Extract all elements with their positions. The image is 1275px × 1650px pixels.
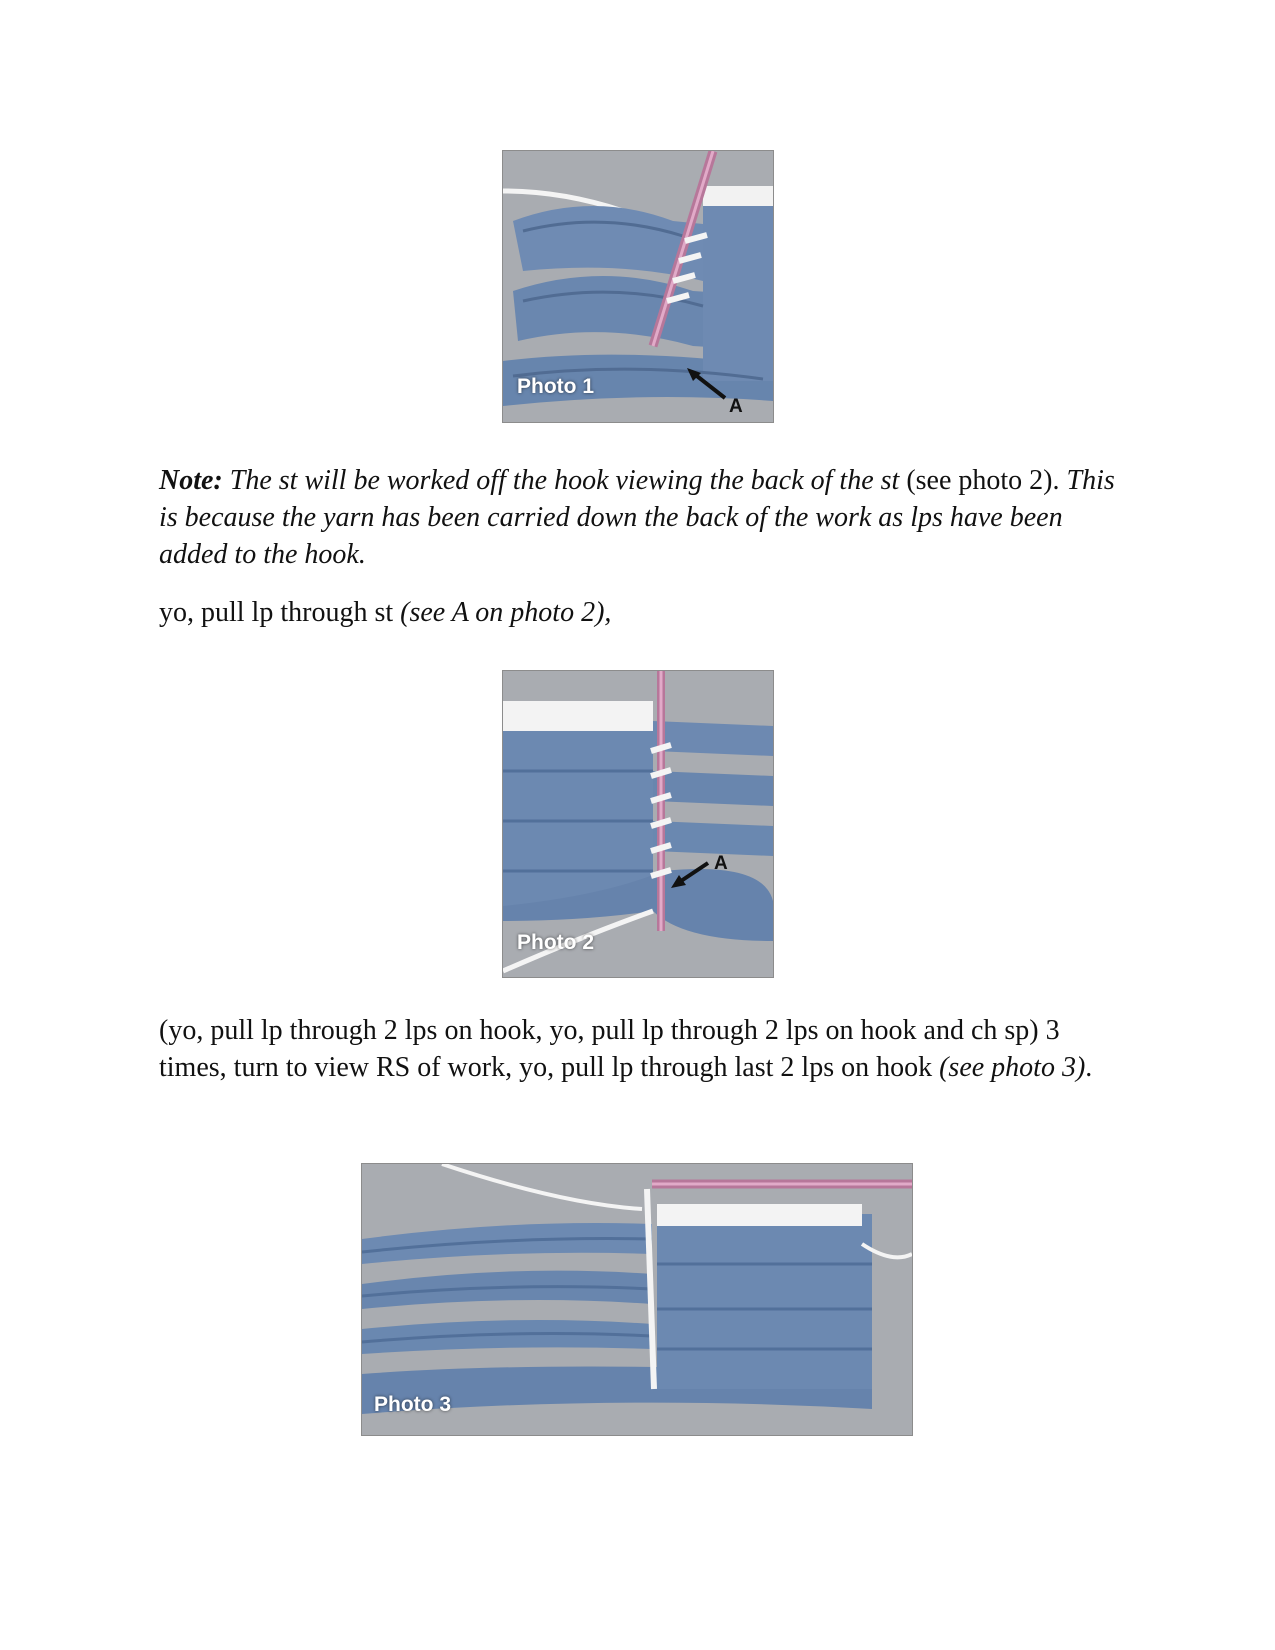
photo-2-marker: A bbox=[714, 853, 728, 874]
note-text-3: This is because the yarn has been carried down the back of the work as lps have been added to the hook. bbox=[159, 465, 1115, 570]
step-2-paragraph bbox=[159, 1012, 1119, 1086]
note-paragraph bbox=[159, 462, 1119, 573]
photo-3 bbox=[361, 1163, 913, 1436]
photo-3-label: Photo 3 bbox=[374, 1393, 451, 1416]
note-text-2: (see photo 2). bbox=[899, 465, 1060, 496]
step-2-end: . bbox=[1085, 1052, 1093, 1083]
step-2-ref: (see photo 3) bbox=[939, 1052, 1086, 1083]
note-text-1: The st will be worked off the hook viewing the back of the st bbox=[222, 465, 900, 496]
photo-2-label: Photo 2 bbox=[517, 931, 594, 954]
step-2-text: (yo, pull lp through 2 lps on hook, yo, pull lp through 2 lps on hook and ch sp) 3 times, turn to view RS of work, yo, pull lp through last 2 lps on hook bbox=[159, 1015, 1060, 1083]
photo-1 bbox=[502, 150, 774, 423]
photo-1-label: Photo 1 bbox=[517, 375, 594, 398]
photo-1-marker: A bbox=[729, 396, 743, 417]
step-1-text: yo, pull lp through st bbox=[159, 597, 401, 628]
step-1-ref: (see A on photo 2), bbox=[400, 597, 612, 628]
note-lead: Note: bbox=[159, 465, 223, 496]
photo-2 bbox=[502, 670, 774, 978]
step-1-paragraph bbox=[159, 594, 1119, 631]
